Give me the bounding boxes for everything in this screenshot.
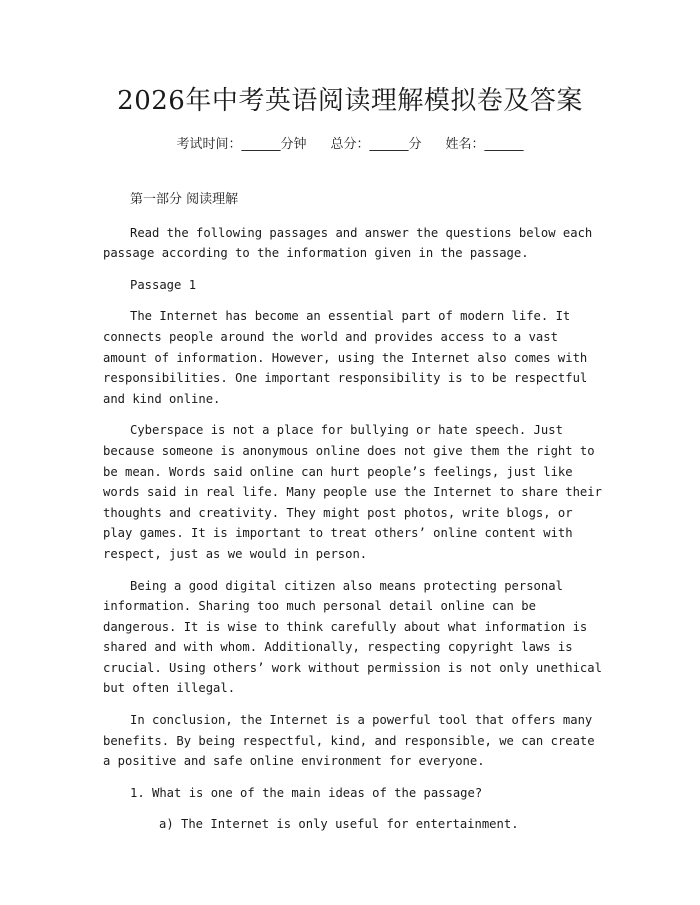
passage-paragraph: Being a good digital citizen also means protecting personal information. Sharing too much personal detail online can be dangerous. It is wise to think carefully about what information is shared and with whom. Additionally, respecting copyright laws is crucial. Using others’ work without permission is not only unethical but often illegal. <box>103 578 602 696</box>
exam-time-label: 考试时间：______分钟 <box>176 137 307 152</box>
passage-paragraph: The Internet has become an essential part of modern life. It connects people around the world and provides access to a vast amount of information. However, using the Internet also comes with responsibilities. One important responsibility is to be respectful and kind online. <box>103 309 588 406</box>
section-heading: 第一部分 阅读理解 <box>130 192 239 207</box>
question-1-option-a: a) The Internet is only useful for entertainment. <box>159 817 519 832</box>
exam-score-label: 总分：______分 <box>330 137 422 152</box>
passage-paragraph: Cyberspace is not a place for bullying or hate speech. Just because someone is anonymous online does not give them the right to be mean. Words said online can hurt people’s feelings, just like words said in real life. Many people use the Internet to share their thoughts and creativity. They might post photos, write blogs, or play games. It is important to treat others’ online content with respect, just as we would in person. <box>103 423 602 561</box>
exam-meta <box>0 133 700 152</box>
page-title: 2026年中考英语阅读理解模拟卷及答案 <box>117 86 583 116</box>
passage-label: Passage 1 <box>130 277 197 292</box>
document-body <box>103 190 603 835</box>
exam-name-label: 姓名：______ <box>445 137 524 152</box>
instructions-paragraph: Read the following passages and answer the questions below each passage according to the information given in the passage. <box>103 225 593 261</box>
question-1: 1. What is one of the main ideas of the passage? <box>130 785 483 800</box>
passage-paragraph: In conclusion, the Internet is a powerful tool that offers many benefits. By being respectful, kind, and responsible, we can create a positive and safe online environment for everyone. <box>103 713 595 769</box>
